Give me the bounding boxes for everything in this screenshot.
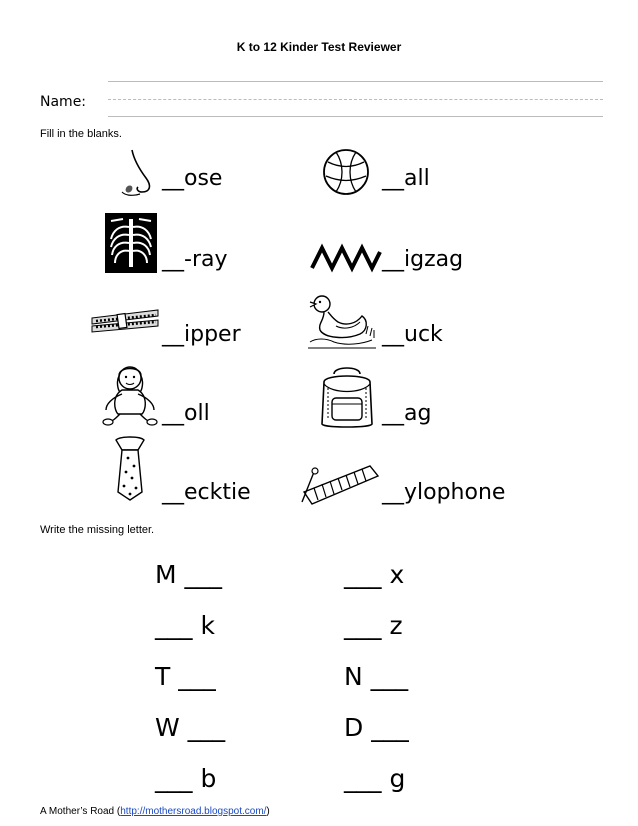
ball-icon — [322, 148, 370, 196]
bag-icon — [316, 364, 378, 430]
word-doll: __oll — [162, 401, 210, 426]
fill-blanks-instruction: Fill in the blanks. — [40, 128, 122, 140]
page-title: K to 12 Kinder Test Reviewer — [236, 40, 402, 54]
name-line-top — [108, 81, 603, 82]
letter-item-z: ___ z — [344, 611, 403, 640]
zipper-icon — [90, 306, 160, 336]
zigzag-icon — [310, 244, 382, 270]
missing-letter-instruction: Write the missing letter. — [40, 524, 155, 536]
footer-link[interactable]: http://mothersroad.blogspot.com/ — [120, 806, 267, 817]
xylophone-icon — [300, 462, 382, 506]
word-xylophone: __ylophone — [382, 480, 506, 505]
word-x-ray: __-ray — [162, 247, 228, 272]
duck-icon — [306, 290, 378, 352]
word-ball: __all — [382, 166, 430, 191]
letter-item-k: ___ k — [155, 611, 215, 640]
name-line-dashed — [108, 99, 603, 100]
doll-icon — [102, 364, 158, 426]
letter-item-b: ___ b — [155, 764, 217, 793]
footer — [40, 806, 270, 817]
letter-item-m: M ___ — [155, 560, 223, 589]
name-label: Name: — [40, 94, 87, 110]
word-bag: __ag — [382, 401, 432, 426]
word-necktie: __ecktie — [162, 480, 251, 505]
footer-prefix: A Mother’s Road ( — [40, 806, 121, 817]
footer-suffix: ) — [266, 806, 270, 817]
letter-item-d: D ___ — [344, 713, 409, 742]
letter-item-t: T ___ — [155, 662, 216, 691]
letter-item-w: W ___ — [155, 713, 226, 742]
necktie-icon — [110, 436, 150, 502]
word-zigzag: __igzag — [382, 247, 464, 272]
letter-item-x: ___ x — [344, 560, 405, 589]
letter-item-g: ___ g — [344, 764, 406, 793]
word-duck: __uck — [382, 322, 443, 347]
letter-item-n: N ___ — [344, 662, 409, 691]
name-line-bottom[interactable] — [108, 116, 603, 117]
x-ray-icon — [105, 213, 157, 273]
nose-icon — [118, 148, 158, 198]
word-zipper: __ipper — [162, 322, 241, 347]
word-nose: __ose — [162, 166, 223, 191]
